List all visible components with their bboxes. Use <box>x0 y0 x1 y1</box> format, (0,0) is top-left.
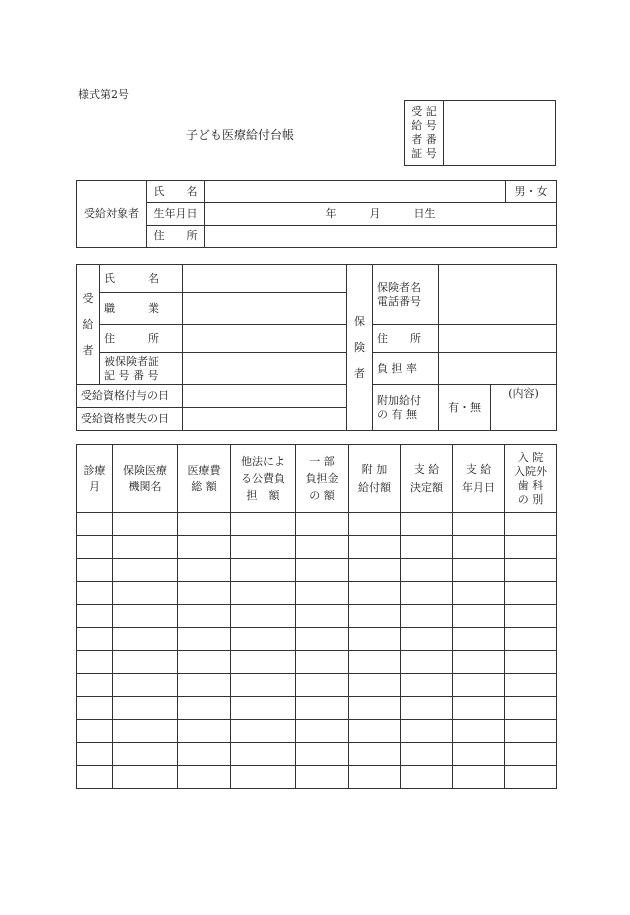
recipient-insurance-table <box>76 264 557 431</box>
recipient-name-label: 氏 名 <box>100 265 183 293</box>
table-cell[interactable] <box>113 651 178 674</box>
history-header-row <box>77 445 557 513</box>
burden-rate-label: 負 担 率 <box>373 353 439 385</box>
table-row <box>77 513 557 536</box>
table-cell[interactable] <box>113 628 178 651</box>
table-cell[interactable] <box>453 674 505 697</box>
header-decided-amount: 支 給 決定額 <box>401 445 453 513</box>
table-cell[interactable] <box>77 743 113 766</box>
table-cell[interactable] <box>113 743 178 766</box>
table-cell[interactable] <box>231 720 296 743</box>
table-row <box>77 559 557 582</box>
table-cell[interactable] <box>349 674 401 697</box>
table-row <box>77 674 557 697</box>
table-cell[interactable] <box>77 628 113 651</box>
table-cell[interactable] <box>505 628 557 651</box>
table-cell[interactable] <box>231 697 296 720</box>
table-cell[interactable] <box>296 605 349 628</box>
table-cell[interactable] <box>77 513 113 536</box>
insured-card-label: 被保険者証 記 号 番 号 <box>100 353 183 385</box>
table-cell[interactable] <box>505 743 557 766</box>
table-cell[interactable] <box>231 536 296 559</box>
table-cell[interactable] <box>231 651 296 674</box>
table-row <box>77 628 557 651</box>
table-cell[interactable] <box>401 697 453 720</box>
recipient-side-label: 受 給 者 <box>77 265 100 385</box>
table-cell[interactable] <box>505 605 557 628</box>
table-cell[interactable] <box>401 743 453 766</box>
registration-label: 受 記 給 号 者 番 証 号 <box>405 101 444 166</box>
table-cell[interactable] <box>505 651 557 674</box>
table-row <box>77 697 557 720</box>
table-cell[interactable] <box>178 766 231 789</box>
table-cell[interactable] <box>77 605 113 628</box>
gender-select[interactable]: 男・女 <box>506 181 557 203</box>
table-cell[interactable] <box>505 766 557 789</box>
table-cell[interactable] <box>453 651 505 674</box>
page-title: 子ども医療給付台帳 <box>186 128 295 142</box>
table-cell[interactable] <box>349 697 401 720</box>
table-cell[interactable] <box>296 536 349 559</box>
table-cell[interactable] <box>77 559 113 582</box>
table-cell[interactable] <box>349 513 401 536</box>
table-cell[interactable] <box>401 536 453 559</box>
table-cell[interactable] <box>178 513 231 536</box>
table-cell[interactable] <box>178 674 231 697</box>
table-cell[interactable] <box>296 651 349 674</box>
form-number: 様式第2号 <box>78 88 129 101</box>
table-cell[interactable] <box>231 605 296 628</box>
table-cell[interactable] <box>349 605 401 628</box>
table-cell[interactable] <box>401 720 453 743</box>
header-copay: 一 部 負担金 の 額 <box>296 445 349 513</box>
table-cell[interactable] <box>349 536 401 559</box>
table-cell[interactable] <box>77 651 113 674</box>
table-row <box>77 743 557 766</box>
table-cell[interactable] <box>113 582 178 605</box>
table-cell[interactable] <box>231 766 296 789</box>
table-cell[interactable] <box>349 743 401 766</box>
recipient-name-field[interactable] <box>183 265 347 293</box>
table-cell[interactable] <box>453 559 505 582</box>
table-cell[interactable] <box>296 559 349 582</box>
table-cell[interactable] <box>401 513 453 536</box>
table-cell[interactable] <box>349 559 401 582</box>
table-cell[interactable] <box>296 743 349 766</box>
table-cell[interactable] <box>178 651 231 674</box>
subject-name-field[interactable] <box>205 181 506 203</box>
birth-label: 生年月日 <box>147 203 205 225</box>
table-cell[interactable] <box>296 513 349 536</box>
extra-benefit-label: 附加給付 の 有 無 <box>373 385 439 431</box>
insurer-field[interactable] <box>439 265 557 325</box>
table-cell[interactable] <box>231 559 296 582</box>
insurance-address-field[interactable] <box>439 325 557 353</box>
table-cell[interactable] <box>296 697 349 720</box>
table-cell[interactable] <box>231 628 296 651</box>
recipient-job-field[interactable] <box>183 293 347 325</box>
table-cell[interactable] <box>401 559 453 582</box>
registration-number-field[interactable] <box>444 101 556 166</box>
table-cell[interactable] <box>453 720 505 743</box>
burden-rate-field[interactable] <box>439 353 557 385</box>
recipient-address-label: 住 所 <box>100 325 183 353</box>
extra-benefit-content-label: (内容) <box>508 387 539 400</box>
table-cell[interactable] <box>113 536 178 559</box>
table-cell[interactable] <box>401 766 453 789</box>
table-cell[interactable] <box>178 628 231 651</box>
table-row <box>77 536 557 559</box>
subject-group-label: 受給対象者 <box>77 181 147 248</box>
table-cell[interactable] <box>349 651 401 674</box>
table-row <box>77 766 557 789</box>
table-cell[interactable] <box>296 628 349 651</box>
table-cell[interactable] <box>505 720 557 743</box>
table-cell[interactable] <box>453 697 505 720</box>
table-cell[interactable] <box>77 697 113 720</box>
table-cell[interactable] <box>349 582 401 605</box>
table-cell[interactable] <box>505 536 557 559</box>
table-cell[interactable] <box>113 559 178 582</box>
table-cell[interactable] <box>505 582 557 605</box>
table-cell[interactable] <box>178 697 231 720</box>
table-cell[interactable] <box>453 766 505 789</box>
table-row <box>77 720 557 743</box>
table-cell[interactable] <box>349 766 401 789</box>
header-payment-date: 支 給 年月日 <box>453 445 505 513</box>
insurance-side-label: 保 険 者 <box>347 265 373 431</box>
recipient-address-field[interactable] <box>183 325 347 353</box>
table-cell[interactable] <box>505 674 557 697</box>
table-cell[interactable] <box>77 582 113 605</box>
table-cell[interactable] <box>453 628 505 651</box>
header-extra-benefit: 附 加 給付額 <box>349 445 401 513</box>
table-cell[interactable] <box>113 766 178 789</box>
table-cell[interactable] <box>401 628 453 651</box>
table-cell[interactable] <box>178 559 231 582</box>
acquired-date-label: 受給資格付与の日 <box>77 385 183 408</box>
subject-table <box>76 180 557 248</box>
table-cell[interactable] <box>453 605 505 628</box>
table-row <box>77 651 557 674</box>
table-cell[interactable] <box>77 766 113 789</box>
table-cell[interactable] <box>401 582 453 605</box>
recipient-job-label: 職 業 <box>100 293 183 325</box>
table-cell[interactable] <box>349 720 401 743</box>
table-cell[interactable] <box>178 720 231 743</box>
subject-address-field[interactable] <box>205 225 557 247</box>
header-care-type: 入 院 入院外 歯 科 の 別 <box>505 445 557 513</box>
birth-field[interactable]: 年 月 日生 <box>205 203 557 225</box>
history-body <box>77 513 557 789</box>
insurance-address-label: 住 所 <box>373 325 439 353</box>
table-cell[interactable] <box>113 605 178 628</box>
table-cell[interactable] <box>231 674 296 697</box>
history-table <box>76 444 557 789</box>
table-cell[interactable] <box>401 651 453 674</box>
table-cell[interactable] <box>453 582 505 605</box>
table-cell[interactable] <box>505 513 557 536</box>
table-cell[interactable] <box>113 697 178 720</box>
acquired-date-field[interactable] <box>183 385 347 408</box>
table-cell[interactable] <box>296 766 349 789</box>
table-cell[interactable] <box>505 697 557 720</box>
table-cell[interactable] <box>231 743 296 766</box>
table-cell[interactable] <box>505 559 557 582</box>
table-cell[interactable] <box>178 743 231 766</box>
table-cell[interactable] <box>178 605 231 628</box>
table-cell[interactable] <box>401 674 453 697</box>
table-cell[interactable] <box>296 582 349 605</box>
insurer-label: 保険者名 電話番号 <box>373 265 439 325</box>
table-cell[interactable] <box>401 605 453 628</box>
registration-table <box>404 100 556 166</box>
table-row <box>77 605 557 628</box>
lost-date-field[interactable] <box>183 408 347 431</box>
lost-date-label: 受給資格喪失の日 <box>77 408 183 431</box>
table-cell[interactable] <box>77 536 113 559</box>
table-cell[interactable] <box>453 536 505 559</box>
subject-name-label: 氏 名 <box>147 181 205 203</box>
table-cell[interactable] <box>453 513 505 536</box>
table-cell[interactable] <box>349 628 401 651</box>
table-cell[interactable] <box>296 674 349 697</box>
table-cell[interactable] <box>77 674 113 697</box>
table-cell[interactable] <box>113 720 178 743</box>
subject-address-label: 住 所 <box>147 225 205 247</box>
table-cell[interactable] <box>77 720 113 743</box>
table-cell[interactable] <box>113 513 178 536</box>
extra-benefit-select[interactable]: 有・無 <box>439 385 491 431</box>
table-cell[interactable] <box>296 720 349 743</box>
header-total: 医療費 総 額 <box>178 445 231 513</box>
table-cell[interactable] <box>178 582 231 605</box>
table-cell[interactable] <box>113 674 178 697</box>
table-cell[interactable] <box>178 536 231 559</box>
extra-benefit-content-field[interactable] <box>491 385 557 431</box>
header-public-burden: 他法によ る公費負 担 額 <box>231 445 296 513</box>
table-cell[interactable] <box>453 743 505 766</box>
table-cell[interactable] <box>231 582 296 605</box>
insured-card-field[interactable] <box>183 353 347 385</box>
table-cell[interactable] <box>231 513 296 536</box>
table-row <box>77 582 557 605</box>
header-month: 診療 月 <box>77 445 113 513</box>
header-institution: 保険医療 機関名 <box>113 445 178 513</box>
